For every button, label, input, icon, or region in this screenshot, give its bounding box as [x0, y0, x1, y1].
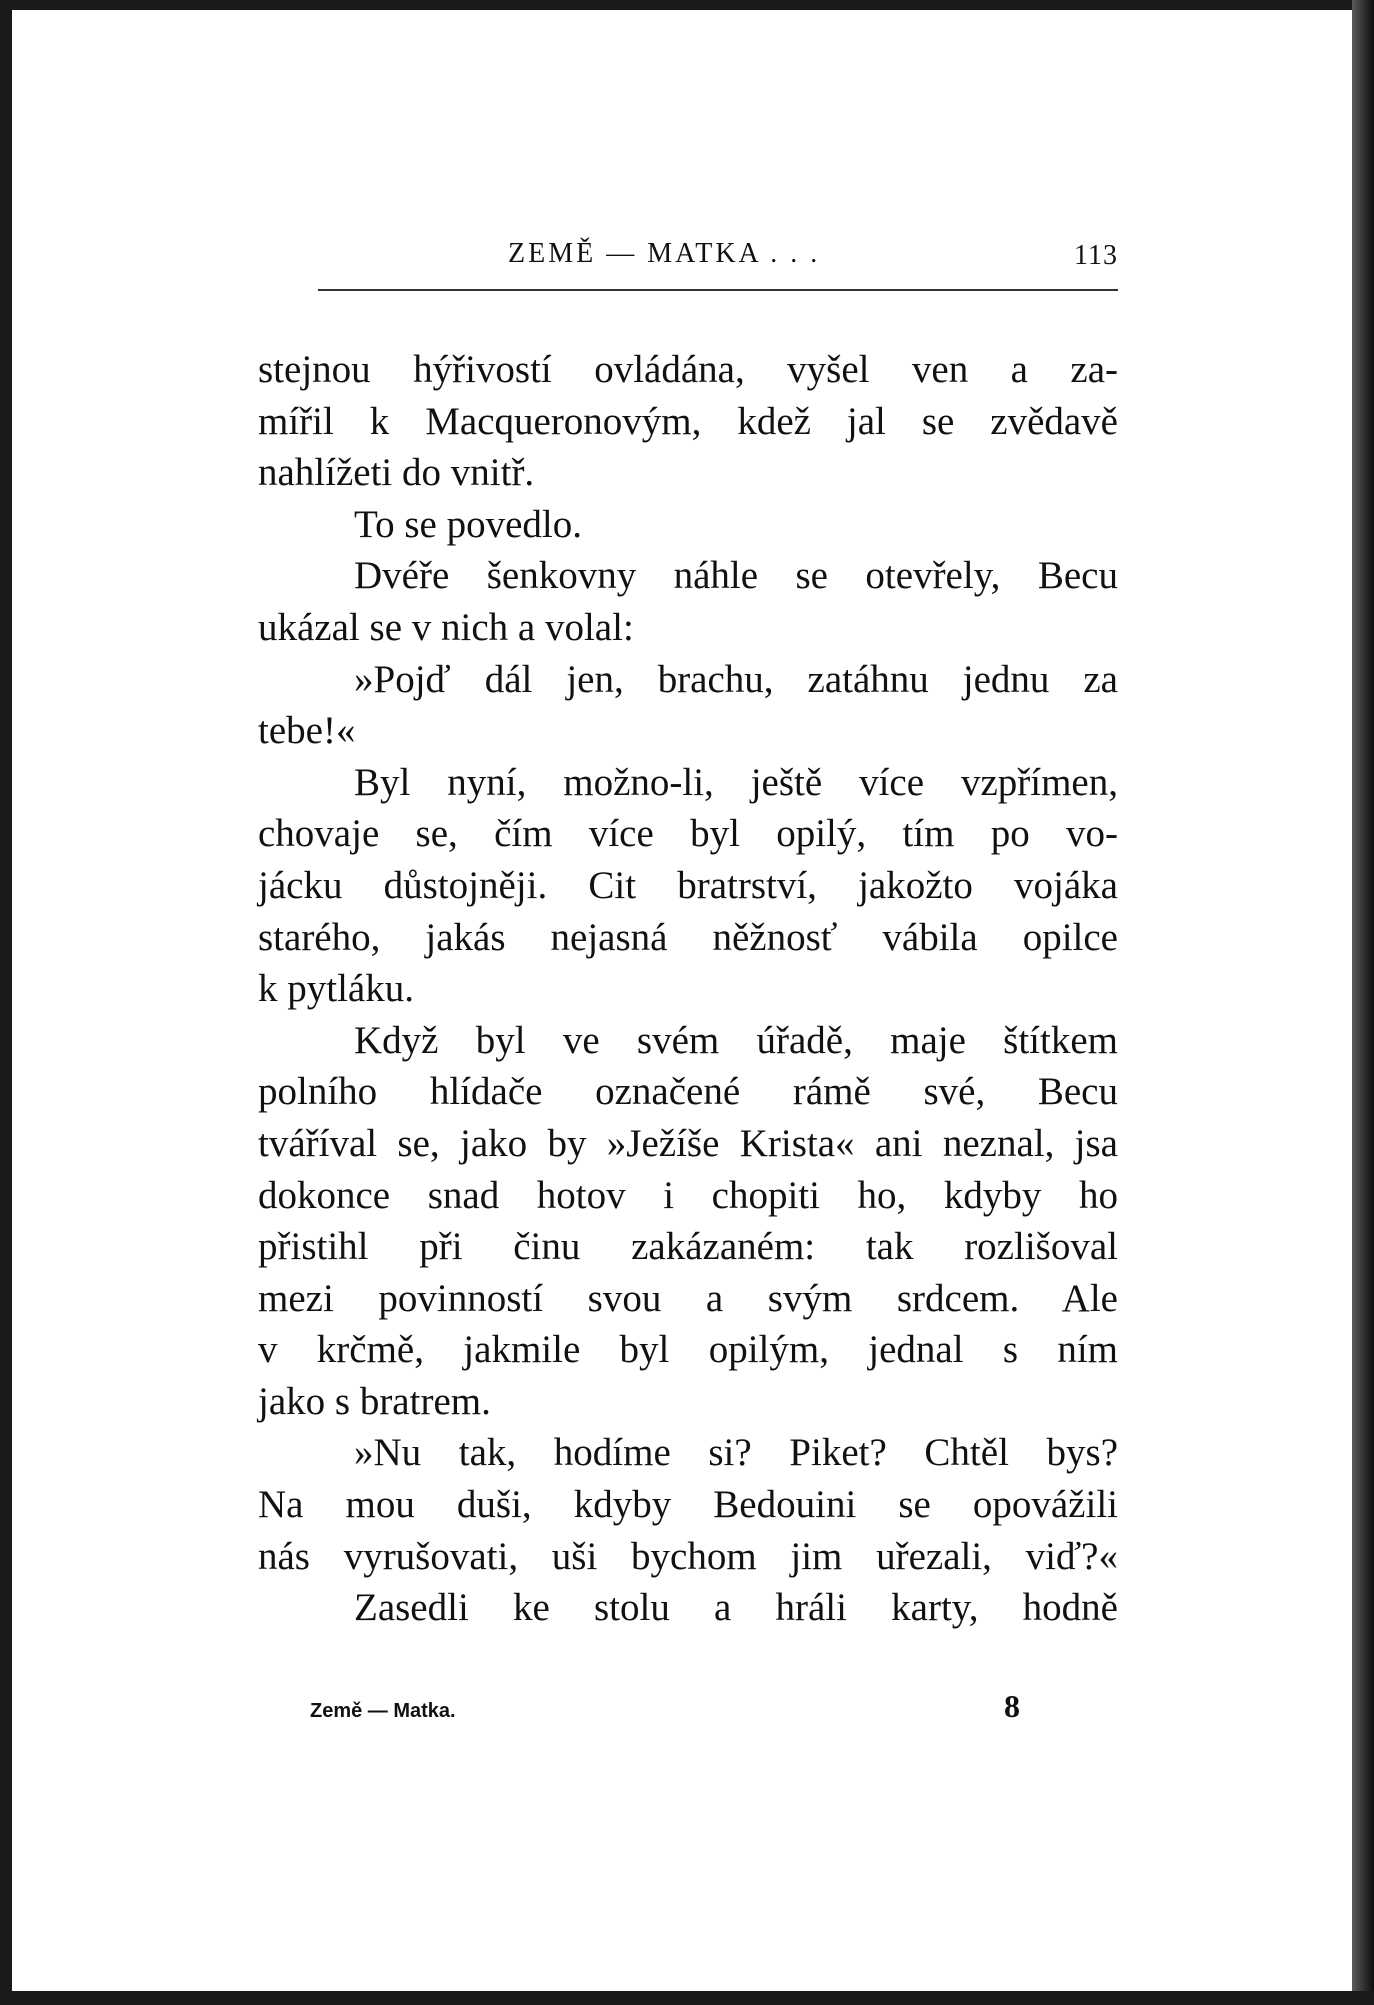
text-line: To se povedlo. [354, 502, 582, 546]
text-line: Dvéře šenkovny náhle se otevřely, Becu [354, 554, 1118, 598]
body-text [258, 344, 1118, 1634]
text-line: dokonce snad hotov i chopiti ho, kdyby ho [258, 1173, 1118, 1217]
text-line: Když byl ve svém úřadě, maje štítkem [354, 1018, 1118, 1062]
text-line: polního hlídače označené rámě své, Becu [258, 1070, 1118, 1114]
scan-edge-left [0, 0, 12, 2005]
text-line: přistihl při činu zakázaném: tak rozlišoval [258, 1225, 1118, 1269]
footer-signature: Země — Matka. [310, 1700, 456, 1722]
text-line: Zasedli ke stolu a hráli karty, hodně [354, 1586, 1118, 1630]
text-line: nás vyrušovati, uši bychom jim uřezali, viď?« [258, 1534, 1118, 1578]
text-line: tváříval se, jako by »Ježíše Krista« ani neznal, jsa [258, 1121, 1118, 1165]
text-line: chovaje se, čím více byl opilý, tím po vo- [258, 812, 1118, 856]
scan-edge-bottom [0, 1991, 1374, 2005]
scan-edge-top [0, 0, 1374, 10]
sheet-number: 8 [1004, 1688, 1020, 1724]
text-line: »Nu tak, hodíme si? Piket? Chtěl bys? [354, 1431, 1118, 1475]
text-line: »Pojď dál jen, brachu, zatáhnu jednu za [354, 657, 1118, 701]
text-line: nahlížeti do vnitř. [258, 451, 535, 495]
text-line: stejnou hýřivostí ovládána, vyšel ven a za- [258, 348, 1118, 391]
text-line: Byl nyní, možno-li, ještě více vzpřímen, [354, 760, 1118, 804]
book-page [258, 238, 1118, 1724]
page-number: 113 [1074, 240, 1118, 271]
header-rule [318, 289, 1118, 291]
text-line: ukázal se v nich a volal: [258, 605, 634, 649]
text-line: mezi povinností svou a svým srdcem. Ale [258, 1276, 1118, 1320]
running-title: ZEMĚ — MATKA . . . [508, 238, 821, 269]
text-line: mířil k Macqueronovým, kdež jal se zvědavě [258, 399, 1118, 443]
text-line: tebe!« [258, 709, 356, 753]
text-line: starého, jakás nejasná něžnosť vábila opilce [258, 915, 1118, 959]
text-line: v krčmě, jakmile byl opilým, jednal s ním [258, 1328, 1118, 1372]
running-head [258, 238, 1118, 278]
text-line: jácku důstojněji. Cit bratrství, jakožto vojáka [258, 863, 1118, 907]
text-line: Na mou duši, kdyby Bedouini se opovážili [258, 1483, 1118, 1527]
text-line: k pytláku. [258, 967, 414, 1011]
scan-edge-right [1352, 0, 1374, 2005]
text-line: jako s bratrem. [258, 1379, 491, 1423]
page-footer [258, 1688, 1118, 1728]
